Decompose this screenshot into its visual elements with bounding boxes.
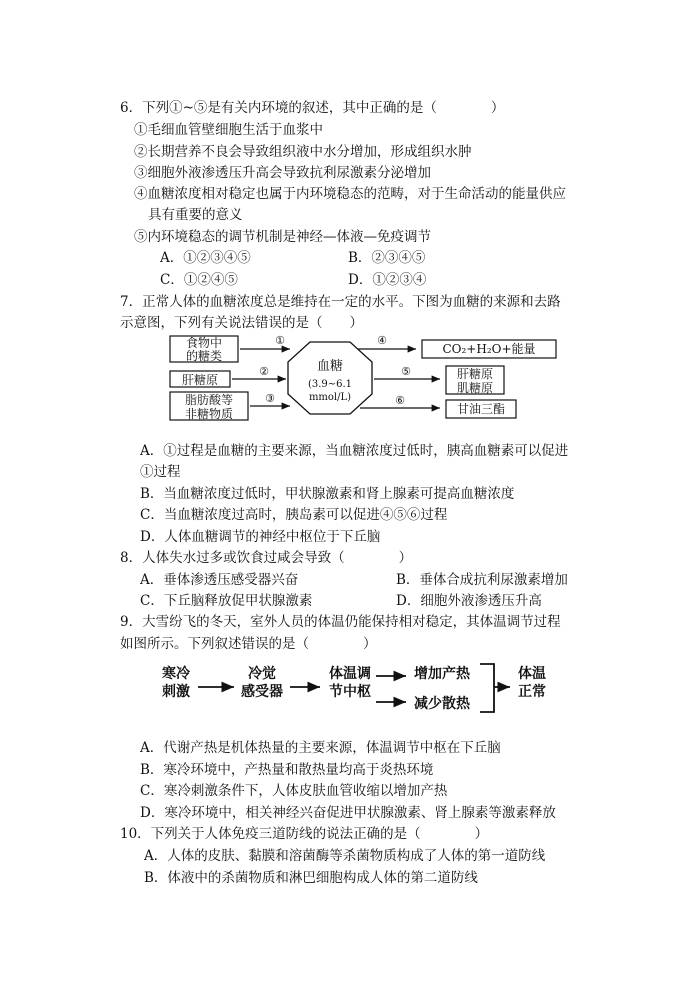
label-2: ② [259,365,269,378]
q6-item-4: ④血糖浓度相对稳定也属于内环境稳态的范畴，对于生命活动的能量供应 [134,186,566,202]
flow-normal-2: 正常 [518,684,546,700]
q7-stem-line2: 示意图，下列有关说法错误的是（ ） [120,315,363,331]
flow-receptor-2: 感受器 [241,684,283,700]
q7-option-a-cont: ①过程 [140,464,181,480]
flow-cold-2: 刺激 [162,684,190,700]
label-5: ⑤ [401,365,411,378]
source-food-label-2: 的糖类 [185,349,223,363]
q10-option-b: B．体液中的杀菌物质和淋巴细胞构成人体的第二道防线 [144,870,478,886]
q9-option-a: A．代谢产热是机体热量的主要来源，体温调节中枢在下丘脑 [140,740,501,756]
q7-option-d: D．人体血糖调节的神经中枢位于下丘脑 [140,529,381,545]
blood-sugar-title: 血糖 [316,359,344,374]
q6-item-3: ③细胞外液渗透压升高会导致抗利尿激素分泌增加 [134,165,431,181]
q8-option-c: C．下丘脑释放促甲状腺激素 [140,593,313,609]
label-3: ③ [265,392,275,405]
label-6: ⑥ [395,394,405,407]
q7-option-a: A．①过程是血糖的主要来源，当血糖浓度过低时，胰高血糖素可以促进 [140,443,569,459]
flow-center-2: 节中枢 [329,684,371,700]
flow-center-1: 体温调 [329,666,371,682]
q7-option-c: C．当血糖浓度过高时，胰岛素可以促进④⑤⑥过程 [140,507,448,523]
blood-sugar-octagon [288,342,372,414]
out-glycogen-label-1: 肝糖原 [456,367,494,381]
out-energy-label: CO₂+H₂O+能量 [442,342,536,356]
q9-stem-line2: 如图所示。下列叙述错误的是（ ） [120,636,377,652]
q7-stem-line1: 7．正常人体的血糖浓度总是维持在一定的水平。下图为血糖的来源和去路 [120,294,561,310]
q9-option-c: C．寒冷刺激条件下，人体皮肤血管收缩以增加产热 [140,783,448,799]
thermoregulation-flowchart [150,656,560,724]
source-liver-glycogen-label: 肝糖原 [181,373,219,387]
label-1: ① [275,334,285,347]
out-glycogen-label-2: 肌糖原 [456,381,494,395]
q6-item-4-cont: 具有重要的意义 [148,207,243,223]
blood-sugar-diagram [160,332,590,424]
q9-stem-line1: 9．大雪纷飞的冬天，室外人员的体温仍能保持相对稳定，其体温调节过程 [120,614,561,630]
q8-option-b: B．垂体合成抗利尿激素增加 [396,572,568,588]
q9-option-d: D．寒冷环境中，相关神经兴奋促进甲状腺激素、肾上腺素等激素释放 [140,805,556,821]
flow-increase-heat: 增加产热 [414,666,470,682]
q6-item-2: ②长期营养不良会导致组织液中水分增加，形成组织水肿 [134,144,472,160]
flow-bracket [480,664,494,712]
source-nonsugar-label-2: 非糖物质 [184,407,234,421]
source-food-label-1: 食物中 [185,336,223,350]
q6-item-5: ⑤内环境稳态的调节机制是神经—体液—免疫调节 [134,229,431,245]
q6-option-c: C．①②④⑤ [160,272,238,288]
q10-stem: 10．下列关于人体免疫三道防线的说法正确的是（ ） [120,826,489,842]
q6-item-1: ①毛细血管壁细胞生活于血浆中 [134,122,323,138]
q8-option-a: A．垂体渗透压感受器兴奋 [140,572,299,588]
blood-sugar-unit: mmol/L) [308,392,352,403]
q10-option-a: A．人体的皮肤、黏膜和溶菌酶等杀菌物质构成了人体的第一道防线 [144,848,546,864]
q7-option-b: B．当血糖浓度过低时，甲状腺激素和肾上腺素可提高血糖浓度 [140,486,515,502]
blood-sugar-range: (3.9~6.1 [307,379,353,390]
flow-normal-1: 体温 [518,666,546,682]
out-triglyceride-label: 甘油三酯 [456,402,506,416]
q6-option-d: D．①②③④ [348,272,427,288]
source-nonsugar-label-1: 脂肪酸等 [184,393,234,407]
q9-option-b: B．寒冷环境中，产热量和散热量均高于炎热环境 [140,762,434,778]
q8-stem: 8．人体失水过多或饮食过咸会导致（ ） [120,550,413,566]
q6-option-b: B．②③④⑤ [348,250,426,266]
q6-stem: 6．下列①~⑤是有关内环境的叙述，其中正确的是（ ） [120,100,505,116]
q6-option-a: A．①②③④⑤ [160,250,251,266]
flow-receptor-1: 冷觉 [248,666,276,682]
q8-option-d: D．细胞外液渗透压升高 [396,593,542,609]
flow-reduce-loss: 减少散热 [414,696,470,712]
label-4: ④ [377,334,387,347]
flow-cold-1: 寒冷 [162,666,190,682]
